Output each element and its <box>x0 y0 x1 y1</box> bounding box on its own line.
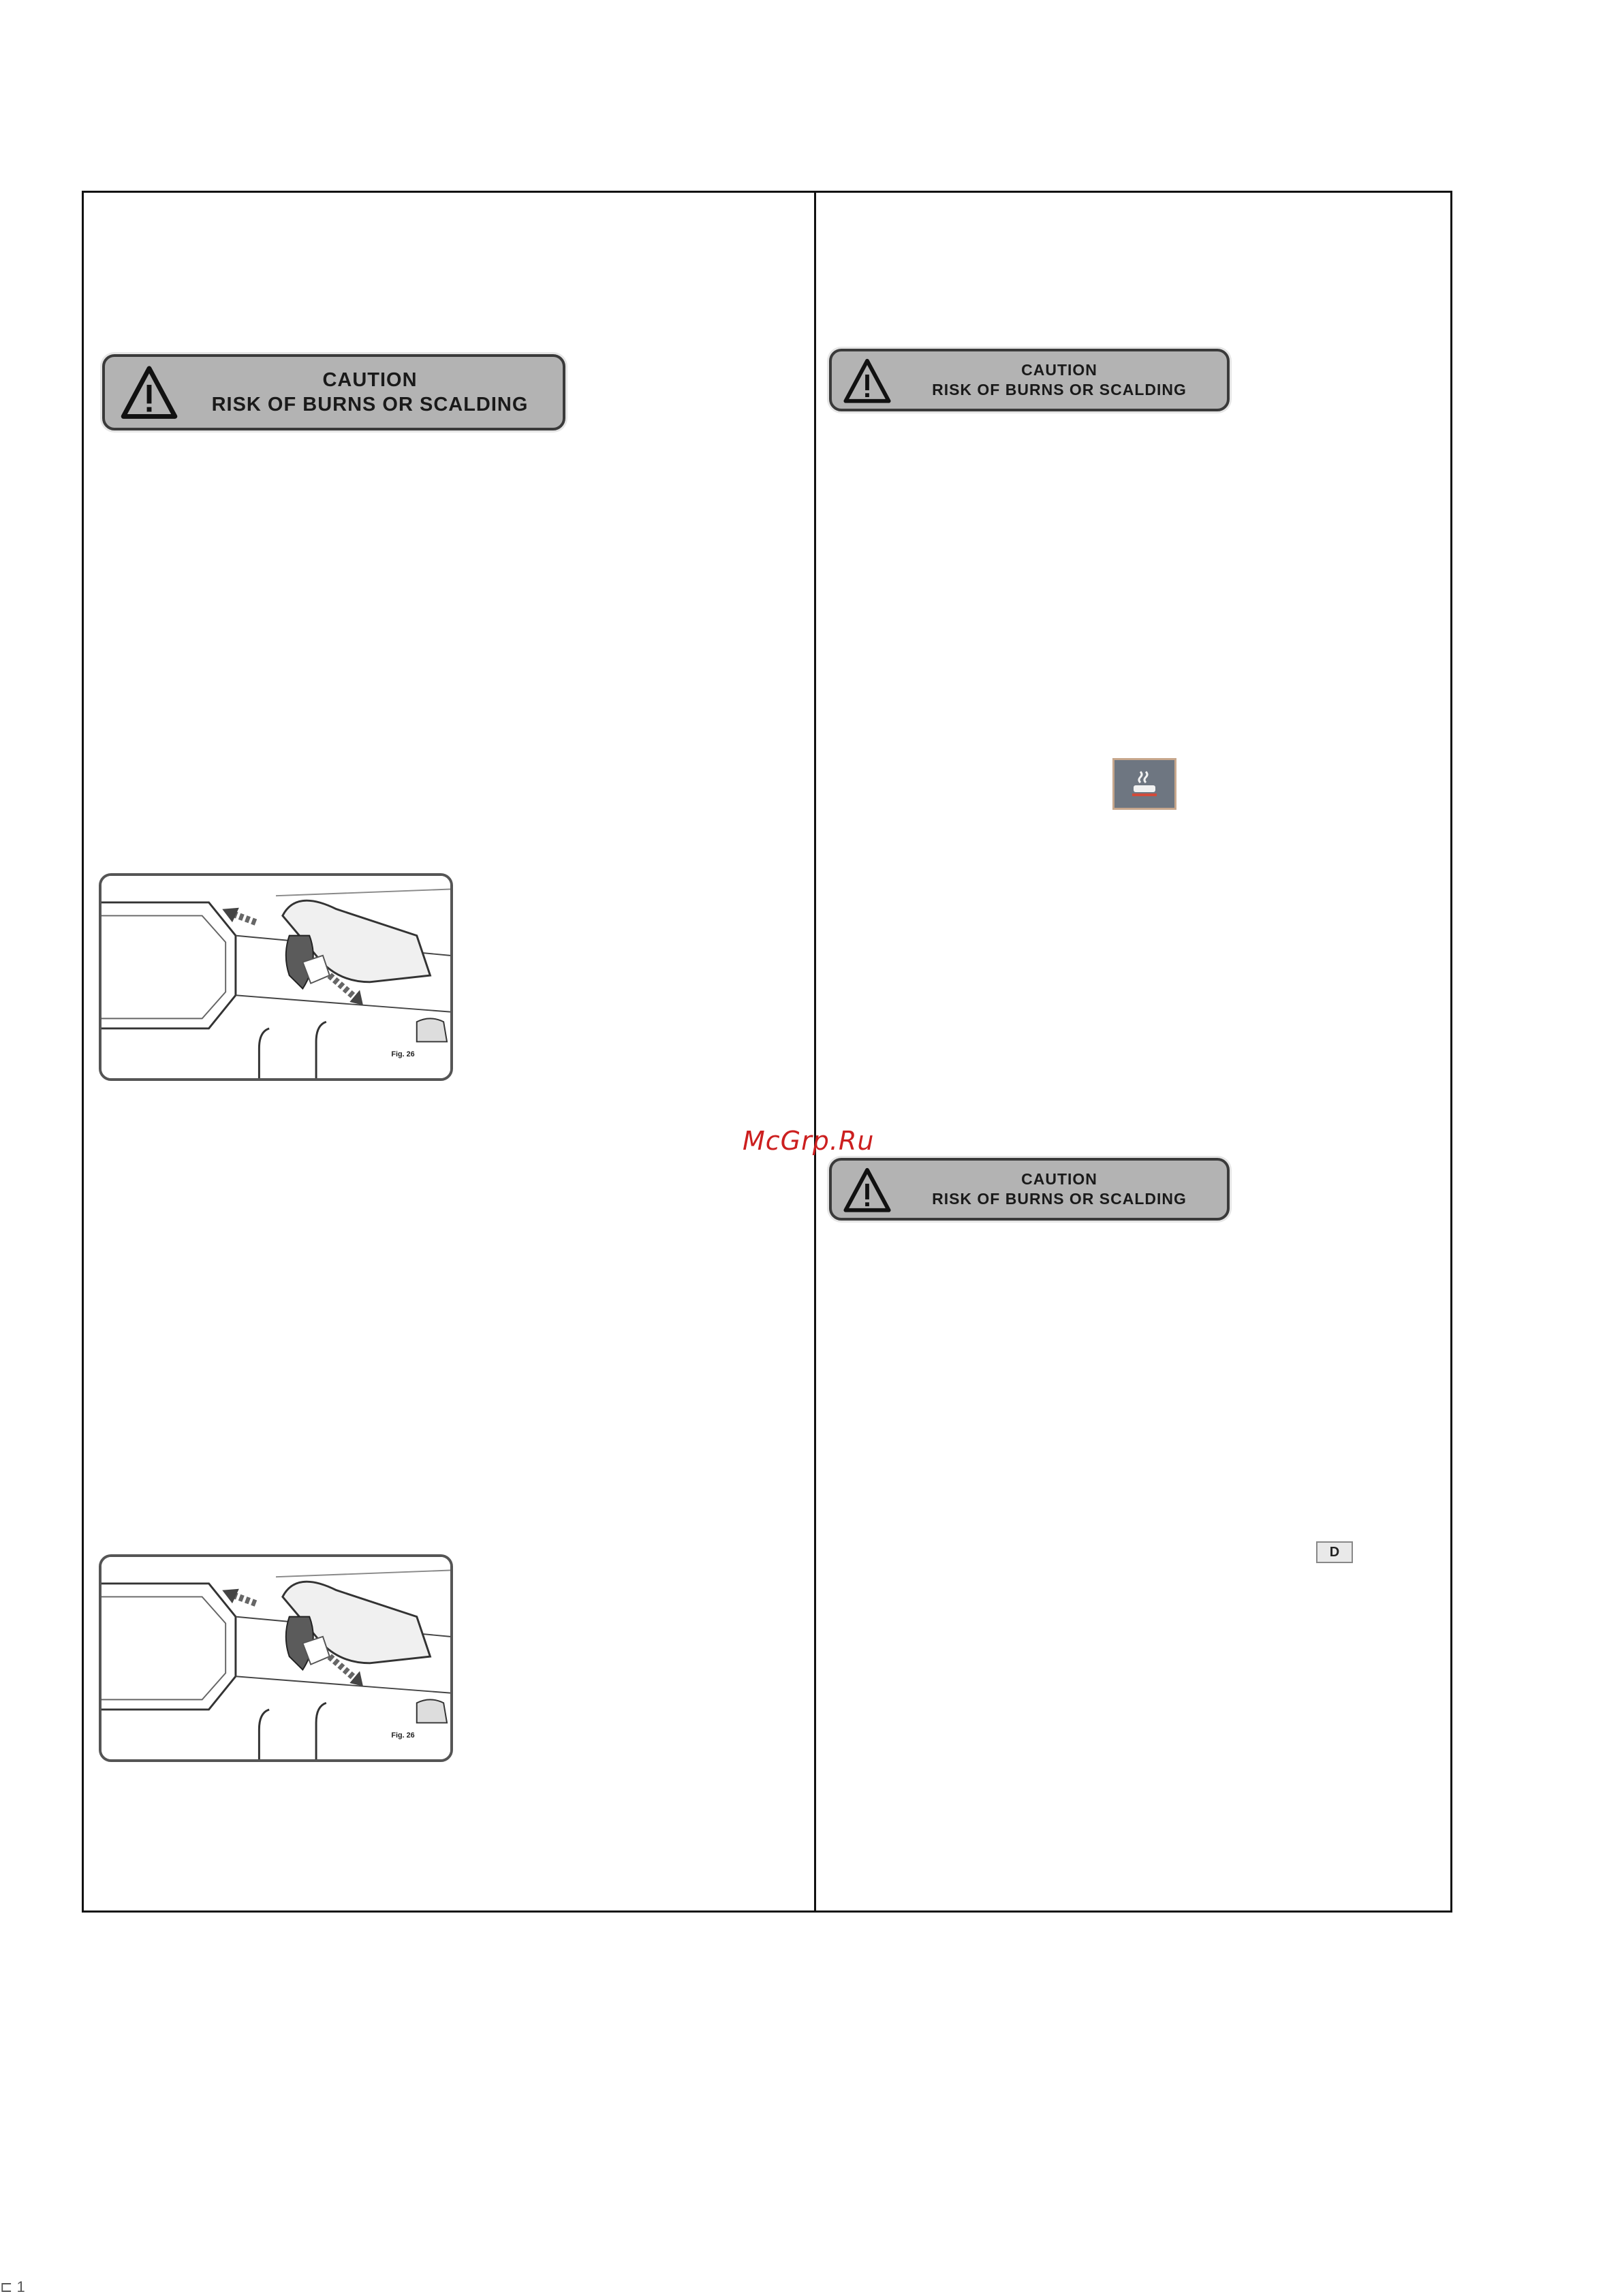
small-control-button: D <box>1316 1541 1353 1563</box>
figure-caption: Fig. 26 <box>391 1050 415 1058</box>
caution-subtitle: RISK OF BURNS OR SCALDING <box>932 1190 1187 1208</box>
figure-bottom-left <box>99 1554 453 1762</box>
warning-icon <box>843 1166 892 1215</box>
steam-button <box>1112 758 1176 810</box>
watermark: McGrp.Ru <box>743 1126 875 1156</box>
illustration-oven-knob <box>102 1557 450 1759</box>
caution-label-right-top <box>829 349 1230 411</box>
figure-caption: Fig. 26 <box>391 1731 415 1740</box>
warning-icon <box>120 364 178 422</box>
caution-subtitle: RISK OF BURNS OR SCALDING <box>211 394 529 415</box>
column-divider <box>814 191 816 1913</box>
caution-subtitle: RISK OF BURNS OR SCALDING <box>932 381 1187 398</box>
steam-icon <box>1127 768 1162 800</box>
illustration-oven-knob <box>102 876 450 1078</box>
caution-label-right-bottom <box>829 1158 1230 1221</box>
figure-top-left <box>99 873 453 1081</box>
caution-title: CAUTION <box>1021 361 1097 379</box>
caution-label-left <box>102 354 565 430</box>
page-footer-mark: ⊏ 1 <box>0 2278 25 2295</box>
caution-title: CAUTION <box>1021 1170 1097 1189</box>
warning-icon <box>843 357 892 406</box>
caution-title: CAUTION <box>322 368 418 391</box>
